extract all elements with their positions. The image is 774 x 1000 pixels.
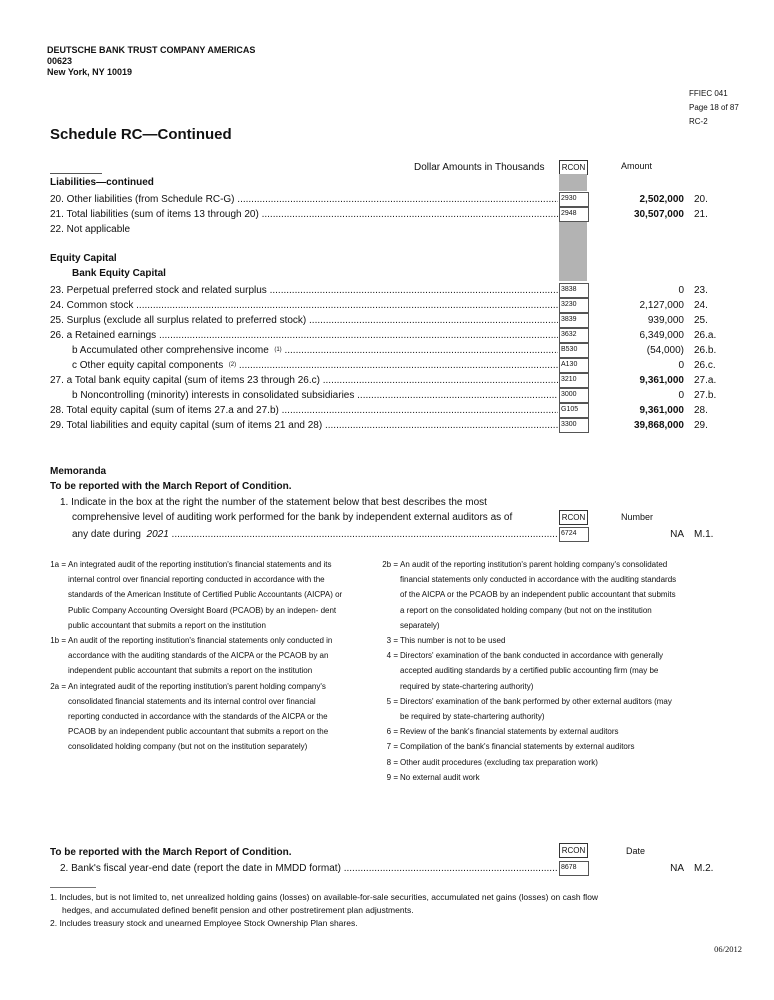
item-number: 27.a. (694, 375, 717, 386)
row-label: 26. a Retained earnings ..... (50, 328, 558, 343)
dollar-amounts-header: Dollar Amounts in Thousands (414, 162, 545, 173)
legend-key: 4 = (386, 651, 398, 661)
legend-item (46, 557, 349, 633)
legend-item (46, 633, 349, 679)
row-label: b Noncontrolling (minority) interests in consolidated subsidiaries ..... (50, 388, 558, 403)
bank-name: DEUTSCHE BANK TRUST COMPANY AMERICAS (47, 45, 256, 55)
footnote-1: 1. Includes, but is not limited to, net unrealized holding gains (losses) on available-for-sale securities, accumulated net gains (losses) on cash flow (50, 892, 599, 902)
row-label: 24. Common stock ..... (50, 298, 558, 313)
footnote-1-cont: hedges, and accumulated defined benefit pension and other postretirement plan adjustments. (62, 905, 414, 915)
legend-key: 3 = (386, 636, 398, 646)
legend-key: 6 = (386, 727, 398, 737)
amount-value[interactable]: 6,349,000 (639, 330, 684, 341)
page-number: Page 18 of 87 (689, 103, 739, 112)
footnote-divider (50, 887, 96, 888)
rcon-code: 3838 (559, 283, 589, 298)
legend-key: 2b = (382, 560, 398, 569)
amount-header: Amount (621, 161, 653, 171)
rcon-header: RCON (559, 843, 588, 858)
rcon-code: 3000 (559, 388, 589, 403)
legend-item (378, 648, 678, 694)
legend-text: An audit of the reporting institution's financial statements only conducted in accordance with the auditing standards of the AICPA or the PCAOB by an independent public accountant that submits a report on the institution (68, 636, 333, 676)
legend-key: 1b = (50, 636, 66, 646)
table-row (50, 328, 720, 343)
item-number: 26.c. (694, 360, 716, 371)
row-label: 20. Other liabilities (from Schedule RC-G) ..... (50, 192, 558, 207)
footnote-ref: (2) (228, 362, 237, 368)
amount-value[interactable]: NA (670, 863, 684, 874)
legend-key: 2a = (50, 681, 66, 691)
amount-value[interactable]: 9,361,000 (639, 405, 684, 416)
row-label: 25. Surplus (exclude all surplus related to preferred stock) ..... (50, 313, 558, 328)
table-row (50, 283, 720, 298)
legend-text: No external audit work (400, 772, 480, 782)
amount-value[interactable]: 0 (678, 285, 684, 296)
legend-key: 8 = (386, 757, 398, 767)
legend-item (46, 679, 349, 755)
legend-text: Other audit procedures (excluding tax preparation work) (400, 757, 598, 767)
table-row (50, 207, 720, 222)
amount-value[interactable]: 939,000 (647, 315, 684, 326)
divider (50, 173, 102, 174)
amount-value[interactable]: 39,868,000 (633, 420, 684, 431)
table-row (50, 388, 720, 403)
amount-value[interactable]: 30,507,000 (633, 209, 684, 220)
item-number: 24. (694, 300, 708, 311)
memo-item2-row (60, 861, 720, 876)
number-header: Number (621, 512, 654, 522)
section-liabilities: Liabilities—continued (50, 177, 154, 188)
table-row (50, 298, 720, 313)
memoranda-subtitle: To be reported with the March Report of Condition. (50, 481, 292, 492)
legend-text: Review of the bank's financial statements by external auditors (400, 727, 619, 737)
memo-item1-line1: 1. Indicate in the box at the right the number of the statement below that best describes the most (60, 497, 487, 508)
amount-value[interactable]: 9,361,000 (639, 375, 684, 386)
amount-value[interactable]: 2,127,000 (639, 300, 684, 311)
bank-id: 00623 (47, 56, 73, 66)
row-label-text: any date during (72, 529, 141, 540)
memo-item1-row (72, 527, 720, 542)
item-number: 26.b. (694, 345, 717, 356)
rcon-code: 2930 (559, 192, 589, 207)
amount-value[interactable]: 2,502,000 (639, 194, 684, 205)
legend-text: Directors' examination of the bank performed by other external auditors (may be required by state-chartering authority) (400, 696, 672, 722)
legend-key: 7 = (386, 742, 398, 752)
legend-text: Directors' examination of the bank conducted in accordance with generally accepted auditing standards by a certified public accounting firm (may be required by state-chartering authority) (400, 651, 664, 691)
row-label (50, 343, 558, 358)
table-row (50, 222, 720, 237)
amount-value[interactable]: 0 (678, 390, 684, 401)
bank-city: New York, NY 10019 (47, 67, 133, 77)
row-label: 27. a Total bank equity capital (sum of items 23 through 26.c) ..... (50, 373, 558, 388)
section-bank-equity-capital: Bank Equity Capital (72, 268, 166, 279)
rcon-header: RCON (559, 160, 588, 175)
audit-legend-left (46, 557, 349, 755)
revision-date: 06/2012 (714, 944, 742, 954)
footnote-2: 2. Includes treasury stock and unearned Employee Stock Ownership Plan shares. (50, 918, 358, 928)
table-row (50, 373, 720, 388)
legend-item (378, 694, 678, 724)
legend-item (378, 755, 678, 770)
schedule-code: RC-2 (689, 117, 708, 126)
row-label (50, 358, 558, 373)
row-label: 2. Bank's fiscal year-end date (report the date in MMDD format) ..... (60, 861, 558, 876)
legend-item (378, 633, 678, 648)
legend-text: Compilation of the bank's financial statements by external auditors (400, 742, 635, 752)
rcon-code: 8678 (559, 861, 589, 876)
legend-text: An integrated audit of the reporting institution's financial statements and its internal control over financial reporting conducted in accordance with the standards of the American Institute of Certified Public Accountants (AICPA) or Public Company Accounting Oversight Board (PCAOB) by an indepen- dent public accountant that submits a report on the institution (68, 560, 343, 630)
rcon-code: A130 (559, 358, 589, 373)
row-label: 21. Total liabilities (sum of items 13 through 20) ..... (50, 207, 558, 222)
rcon-code: 3839 (559, 313, 589, 328)
item-number: 29. (694, 420, 708, 431)
legend-text: An integrated audit of the reporting institution's parent holding company's consolidated financial statements and its internal control over financial reporting conducted in accordance with the standards of the AICPA or the PCAOB by an independent public accountant that submits a report on the consolidated holding company (but not on the institution separately) (68, 681, 329, 752)
memoranda-title: Memoranda (50, 466, 107, 477)
rcon-header: RCON (559, 510, 588, 525)
table-row (50, 358, 720, 373)
legend-key: 9 = (386, 772, 398, 782)
shaded-cell (559, 174, 587, 191)
table-row (50, 403, 720, 418)
table-row (50, 343, 720, 358)
legend-text: This number is not to be used (400, 636, 506, 646)
form-id: FFIEC 041 (689, 89, 728, 98)
row-label-text: c Other equity capital components (72, 360, 224, 371)
item-number: 27.b. (694, 390, 717, 401)
rcon-code: 3632 (559, 328, 589, 343)
legend-key: 5 = (386, 696, 398, 706)
footnote-ref: (1) (274, 347, 282, 353)
legend-text: An audit of the reporting institution's parent holding company's consolidated financial statements only conducted in accordance with the auditing standards of the AICPA or the PCAOB by an independent public accountant that submits a report on the consolidated holding company (but not on the institution separately) (400, 560, 677, 630)
item-number: 28. (694, 405, 708, 416)
row-label (72, 527, 558, 542)
rcon-code: 2948 (559, 207, 589, 222)
row-label: 28. Total equity capital (sum of items 27.a and 27.b) ..... (50, 403, 558, 418)
rcon-code: B530 (559, 343, 589, 358)
legend-item (378, 739, 678, 754)
audit-legend-right (378, 557, 678, 785)
item-number: 23. (694, 285, 708, 296)
amount-value[interactable]: NA (670, 529, 684, 540)
rcon-code: G105 (559, 403, 589, 418)
table-row (50, 418, 720, 433)
item-number: M.2. (694, 863, 714, 874)
legend-item (378, 724, 678, 739)
row-label: 29. Total liabilities and equity capital (sum of items 21 and 28) ..... (50, 418, 558, 433)
rcon-code: 3210 (559, 373, 589, 388)
section-equity-capital: Equity Capital (50, 253, 117, 264)
amount-value[interactable]: 0 (678, 360, 684, 371)
memo-item1-line2: comprehensive level of auditing work performed for the bank by independent external auditors as of (72, 512, 513, 523)
date-header: Date (626, 846, 646, 856)
table-row (50, 313, 720, 328)
page-title: Schedule RC—Continued (50, 126, 232, 143)
table-row (50, 192, 720, 207)
legend-item (378, 770, 678, 785)
legend-item (378, 557, 678, 633)
item-number: 21. (694, 209, 708, 220)
legend-key: 1a = (50, 560, 66, 569)
amount-value[interactable]: (54,000) (646, 345, 684, 356)
memo-item2-subtitle: To be reported with the March Report of Condition. (50, 847, 292, 858)
row-label-text: b Accumulated other comprehensive income (72, 345, 269, 356)
row-label: 23. Perpetual preferred stock and related surplus ..... (50, 283, 558, 298)
item-number: 25. (694, 315, 708, 326)
rcon-code: 3230 (559, 298, 589, 313)
item-number: M.1. (694, 529, 714, 540)
item-number: 26.a. (694, 330, 717, 341)
rcon-code: 3300 (559, 418, 589, 433)
rcon-code: 6724 (559, 527, 589, 542)
row-label: 22. Not applicable (50, 224, 131, 235)
report-year: 2021 (146, 529, 169, 540)
item-number: 20. (694, 194, 708, 205)
